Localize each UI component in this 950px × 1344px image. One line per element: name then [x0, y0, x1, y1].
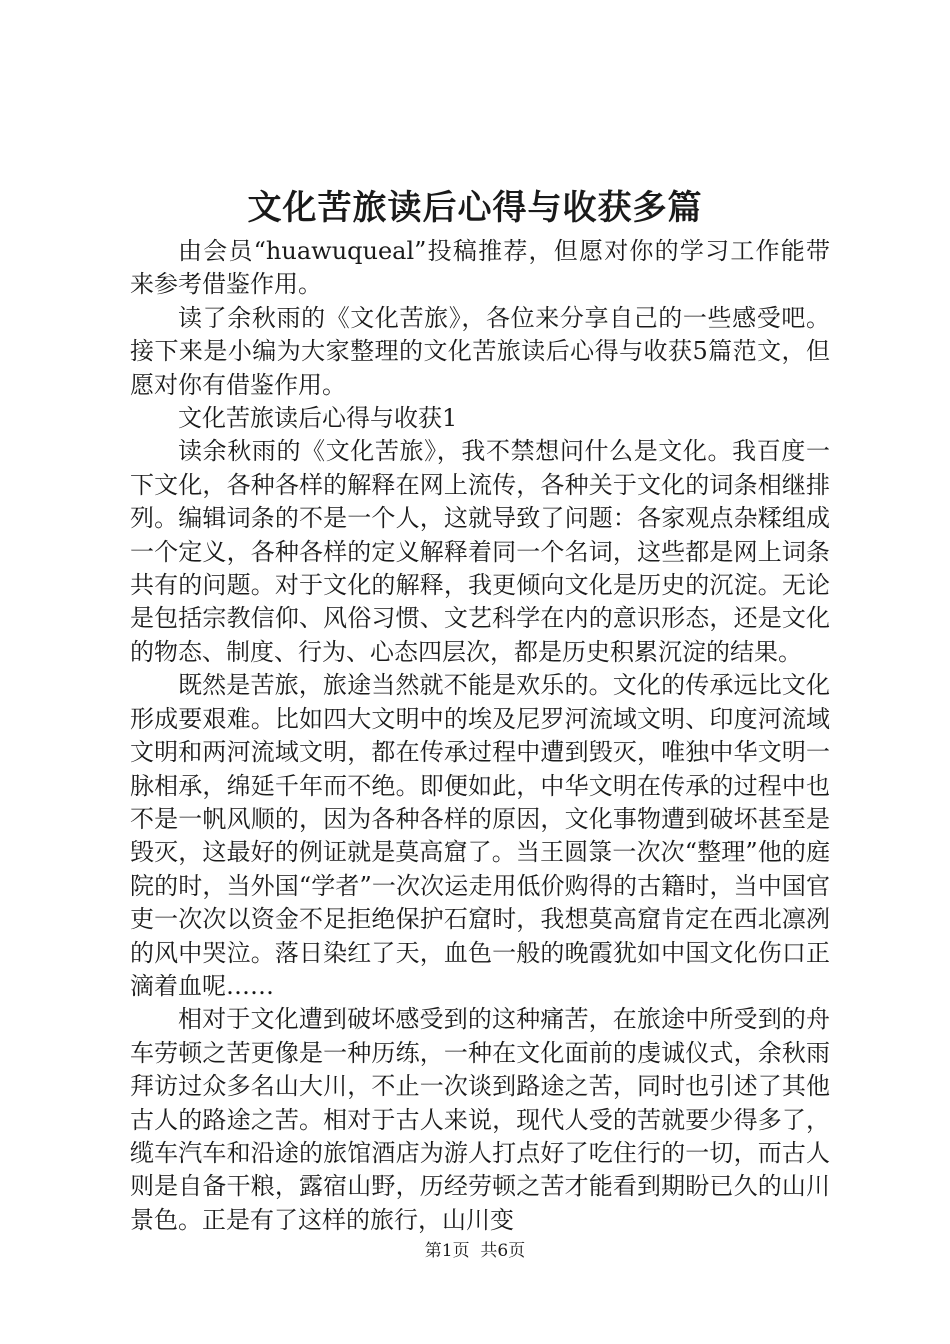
intro-paragraph: 由会员“huawuqueal”投稿推荐，但愿对你的学习工作能带来参考借鉴作用。	[130, 237, 830, 299]
footer-gap	[470, 1241, 481, 1261]
document-body	[130, 235, 830, 1237]
summary-paragraph: 读了余秋雨的《文化苦旅》，各位来分享自己的一些感受吧。接下来是小编为大家整理的文化苦旅读后心得与收获5篇范文，但愿对你有借鉴作用。	[130, 303, 830, 399]
body-paragraph: 读余秋雨的《文化苦旅》，我不禁想问什么是文化。我百度一下文化，各种各样的解释在网上流传，各种关于文化的词条相继排列。编辑词条的不是一个人，这就导致了问题：各家观点杂糅组成一个定义，各种各样的定义解释着同一个名词，这些都是网上词条共有的问题。对于文化的解释，我更倾向文化是历史的沉淀。无论是包括宗教信仰、风俗习惯、文艺科学在内的意识形态，还是文化的物态、制度、行为、心态四层次，都是历史积累沉淀的结果。	[130, 437, 830, 666]
page-number: 第1页	[424, 1241, 470, 1261]
section-heading: 文化苦旅读后心得与收获1	[178, 404, 458, 433]
body-paragraph: 相对于文化遭到破坏感受到的这种痛苦，在旅途中所受到的舟车劳顿之苦更像是一种历练，一种在文化面前的虔诚仪式，余秋雨拜访过众多名山大川，不止一次谈到路途之苦，同时也引述了其他古人的路途之苦。相对于古人来说，现代人受的苦就要少得多了，缆车汽车和沿途的旅馆酒店为游人打点好了吃住行的一切，而古人则是自备干粮，露宿山野，历经劳顿之苦才能看到期盼已久的山川景色。正是有了这样的旅行，山川变	[130, 1005, 830, 1234]
page-footer	[0, 1240, 950, 1262]
body-paragraph: 既然是苦旅，旅途当然就不能是欢乐的。文化的传承远比文化形成要艰难。比如四大文明中的埃及尼罗河流域文明、印度河流域文明和两河流域文明，都在传承过程中遭到毁灭，唯独中华文明一脉相承，绵延千年而不绝。即便如此，中华文明在传承的过程中也不是一帆风顺的，因为各种各样的原因，文化事物遭到破坏甚至是毁灭，这最好的例证就是莫高窟了。当王圆箓一次次“整理”他的庭院的时，当外国“学者”一次次运走用低价购得的古籍时，当中国官吏一次次以资金不足拒绝保护石窟时，我想莫高窟肯定在西北凛冽的风中哭泣。落日染红了天，血色一般的晚霞犹如中国文化伤口正滴着血呢……	[130, 671, 830, 1000]
document-title: 文化苦旅读后心得与收获多篇	[247, 188, 703, 228]
page-total: 共6页	[480, 1241, 526, 1261]
